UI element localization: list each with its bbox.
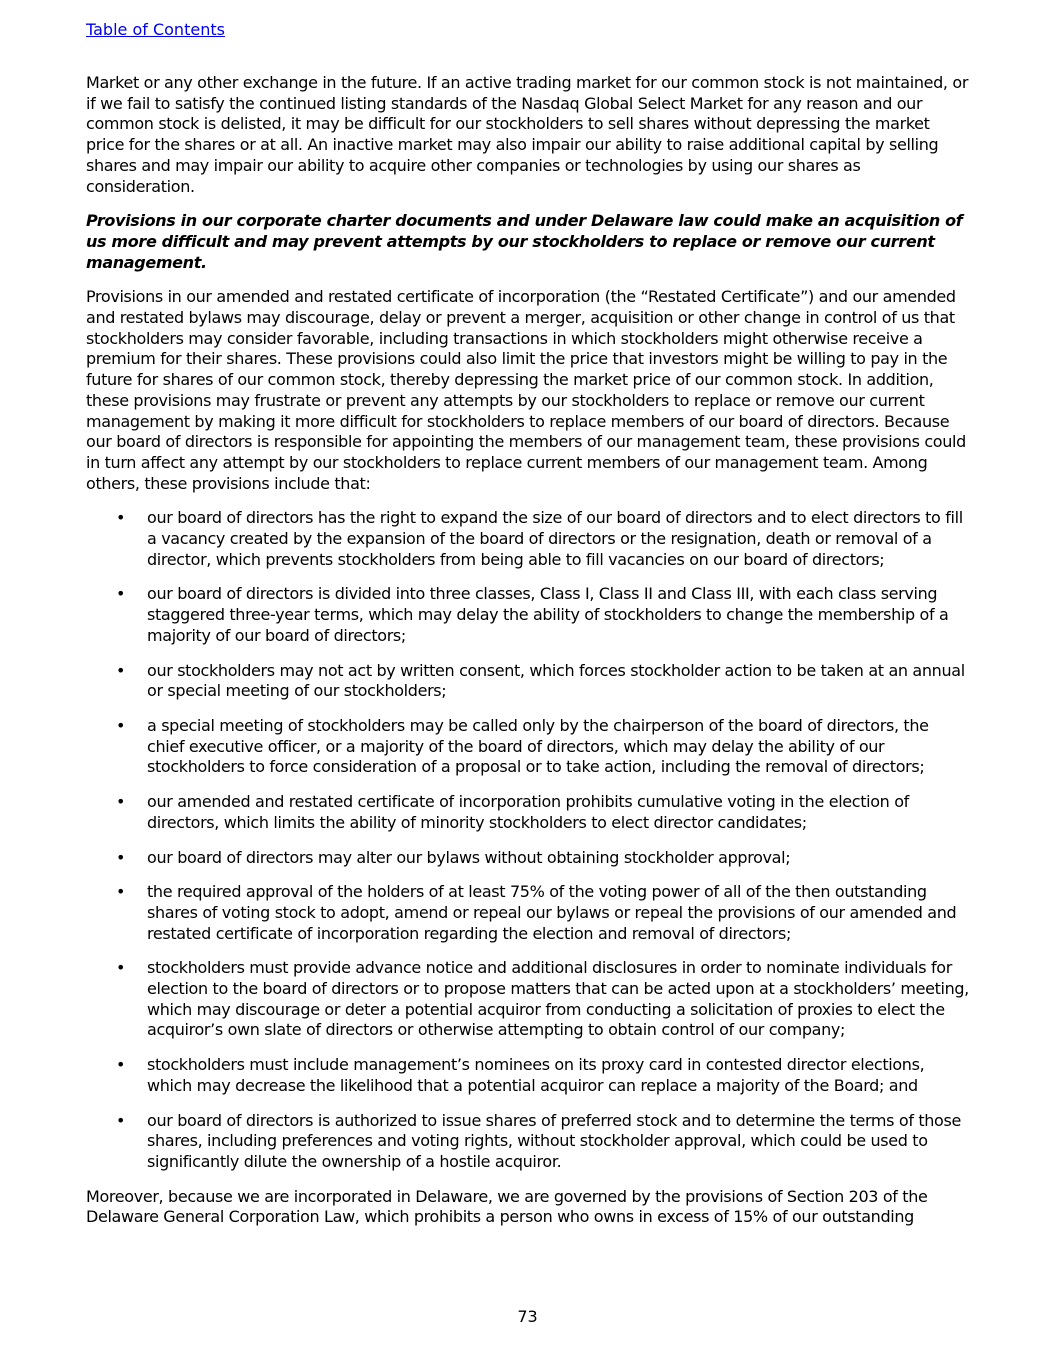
list-item bbox=[86, 716, 970, 778]
bullet-icon: • bbox=[116, 792, 126, 812]
paragraph-market-listing: Market or any other exchange in the future. If an active trading market for our common stock is not maintained, or if we fail to satisfy the continued listing standards of the Nasdaq Global Select Market for any reason and our common stock is delisted, it may be difficult for our stockholders to sell shares without depressing the market price for the shares or at all. An inactive market may also impair our ability to raise additional capital by selling shares and may impair our ability to acquire other companies or technologies by using our shares as consideration. bbox=[86, 73, 969, 196]
paragraph-charter-provisions: Provisions in our amended and restated certificate of incorporation (the “Restated Certificate”) and our amended and restated bylaws may discourage, delay or prevent a merger, acquisition or other change in control of us that stockholders may consider favorable, including transactions in which stockholders might otherwise receive a premium for their shares. These provisions could also limit the price that investors might be willing to pay in the future for shares of our common stock, thereby depressing the market price of our common stock. In addition, these provisions may frustrate or prevent any attempts by our stockholders to replace or remove our current management by making it more difficult for stockholders to replace members of our board of directors. Because our board of directors is responsible for appointing the members of our management team, these provisions could in turn affect any attempt by our stockholders to replace current members of our management team. Among others, these provisions include that: bbox=[86, 287, 966, 493]
list-item bbox=[86, 882, 970, 944]
bullet-icon: • bbox=[116, 882, 126, 902]
bullet-icon: • bbox=[116, 508, 126, 528]
bullet-icon: • bbox=[116, 958, 126, 978]
bullet-icon: • bbox=[116, 715, 126, 735]
list-item-text: our board of directors is divided into three classes, Class I, Class II and Class III, with each class serving staggered three-year terms, which may delay the ability of stockholders to change the membership of a majority of our board of directors; bbox=[147, 584, 949, 645]
bullet-icon: • bbox=[116, 660, 126, 680]
risk-factor-heading: Provisions in our corporate charter documents and under Delaware law could make an acquisition of us more difficult and may prevent attempts by our stockholders to replace or remove our current management. bbox=[86, 211, 963, 272]
list-item-text: stockholders must provide advance notice and additional disclosures in order to nominate individuals for election to the board of directors or to propose matters that can be acted upon at a stockholders’ meeting, which may discourage or deter a potential acquiror from conducting a solicitation of proxies to elect the acquiror’s own slate of directors or otherwise attempting to obtain control of our company; bbox=[147, 958, 969, 1040]
bullet-icon: • bbox=[116, 584, 126, 604]
list-item bbox=[86, 792, 970, 833]
list-item bbox=[86, 508, 970, 570]
document-page bbox=[86, 19, 970, 1242]
paragraph-delaware-section-203: Moreover, because we are incorporated in Delaware, we are governed by the provisions of Section 203 of the Delaware General Corporation Law, which prohibits a person who owns in excess of 15% of our outstanding bbox=[86, 1186, 928, 1227]
list-item-text: our board of directors is authorized to issue shares of preferred stock and to determine the terms of those shares, including preferences and voting rights, without stockholder approval, which could be used to significantly dilute the ownership of a hostile acquiror. bbox=[147, 1110, 961, 1171]
list-item-text: a special meeting of stockholders may be called only by the chairperson of the board of directors, the chief executive officer, or a majority of the board of directors, which may delay the ability of our stockholders to force consideration of a proposal or to take action, including the removal of directors; bbox=[147, 715, 929, 777]
list-item bbox=[86, 584, 970, 646]
list-item bbox=[86, 958, 970, 1041]
list-item-text: stockholders must include management’s nominees on its proxy card in contested director elections, which may decrease the likelihood that a potential acquiror can replace a majority of the Board; and bbox=[147, 1055, 925, 1095]
list-item bbox=[86, 1111, 970, 1173]
list-item bbox=[86, 848, 970, 869]
list-item-text: our amended and restated certificate of incorporation prohibits cumulative voting in the election of directors, which limits the ability of minority stockholders to elect director candidates; bbox=[147, 792, 909, 832]
list-item-text: our board of directors may alter our bylaws without obtaining stockholder approval; bbox=[147, 847, 791, 867]
list-item bbox=[86, 661, 970, 702]
provisions-list bbox=[86, 508, 970, 1172]
bullet-icon: • bbox=[116, 1055, 126, 1075]
table-of-contents-link[interactable]: Table of Contents bbox=[86, 20, 225, 39]
list-item-text: our board of directors has the right to expand the size of our board of directors and to elect directors to fill a vacancy created by the expansion of the board of directors or the resignation, death or removal of a director, which prevents stockholders from being able to fill vacancies on our board of directors; bbox=[147, 508, 963, 569]
list-item-text: the required approval of the holders of at least 75% of the voting power of all of the then outstanding shares of voting stock to adopt, amend or repeal our bylaws or repeal the provisions of our amended and restated certificate of incorporation regarding the election and removal of directors; bbox=[147, 882, 957, 943]
list-item bbox=[86, 1055, 970, 1096]
bullet-icon: • bbox=[116, 847, 126, 867]
bullet-icon: • bbox=[116, 1110, 126, 1130]
page-number: 73 bbox=[517, 1307, 538, 1326]
list-item-text: our stockholders may not act by written consent, which forces stockholder action to be taken at an annual or special meeting of our stockholders; bbox=[147, 660, 965, 701]
